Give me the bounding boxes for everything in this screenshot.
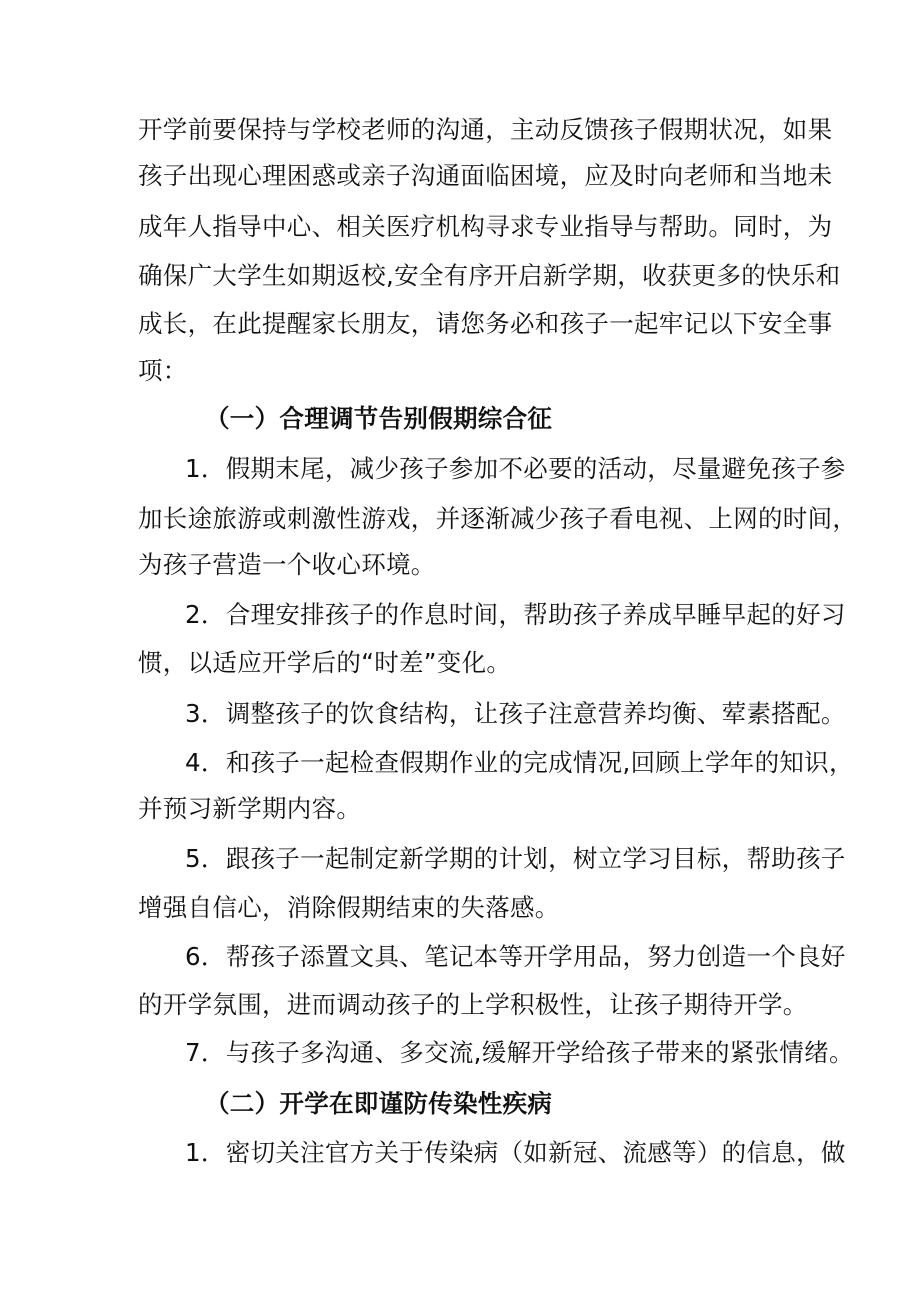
- list-item-line: 1．密切关注官方关于传染病（如新冠、流感等）的信息，做: [185, 1138, 846, 1167]
- intro-line: 项：: [138, 356, 188, 385]
- intro-line: 开学前要保持与学校老师的沟通，主动反馈孩子假期状况，如果: [138, 115, 833, 144]
- intro-line: 成年人指导中心、相关医疗机构寻求专业指导与帮助。同时，为: [138, 212, 833, 241]
- list-item-line: 的开学氛围，进而调动孩子的上学积极性，让孩子期待开学。: [138, 990, 808, 1019]
- list-item-line: 2．合理安排孩子的作息时间，帮助孩子养成早睡早起的好习: [185, 600, 846, 629]
- section-heading: （一）合理调节告别假期综合征: [205, 404, 553, 433]
- intro-line: 确保广大学生如期返校,安全有序开启新学期，收获更多的快乐和: [138, 261, 841, 290]
- section-heading: （二）开学在即谨防传染性疾病: [205, 1089, 553, 1118]
- list-item-line: 增强自信心，消除假期结束的失落感。: [138, 893, 560, 922]
- list-item-line: 3．调整孩子的饮食结构，让孩子注意营养均衡、荤素搭配。: [185, 699, 846, 728]
- intro-line: 成长，在此提醒家长朋友，请您务必和孩子一起牢记以下安全事: [138, 309, 833, 338]
- list-item-line: 为孩子营造一个收心环境。: [138, 550, 436, 579]
- list-item-line: 5．跟孩子一起制定新学期的计划，树立学习目标，帮助孩子: [185, 844, 846, 873]
- intro-line: 孩子出现心理困惑或亲子沟通面临困境，应及时向老师和当地未: [138, 161, 833, 190]
- list-item-line: 4．和孩子一起检查假期作业的完成情况,回顾上学年的知识，: [185, 748, 854, 777]
- list-item-line: 加长途旅游或刺激性游戏，并逐渐减少孩子看电视、上网的时间，: [138, 504, 858, 533]
- list-item-line: 惯，以适应开学后的“时差”变化。: [138, 648, 512, 677]
- list-item-line: 7．与孩子多沟通、多交流,缓解开学给孩子带来的紧张情绪。: [185, 1038, 854, 1067]
- list-item-line: 1．假期末尾，减少孩子参加不必要的活动，尽量避免孩子参: [185, 454, 846, 483]
- list-item-line: 6．帮孩子添置文具、笔记本等开学用品，努力创造一个良好: [185, 942, 846, 971]
- list-item-line: 并预习新学期内容。: [138, 794, 362, 823]
